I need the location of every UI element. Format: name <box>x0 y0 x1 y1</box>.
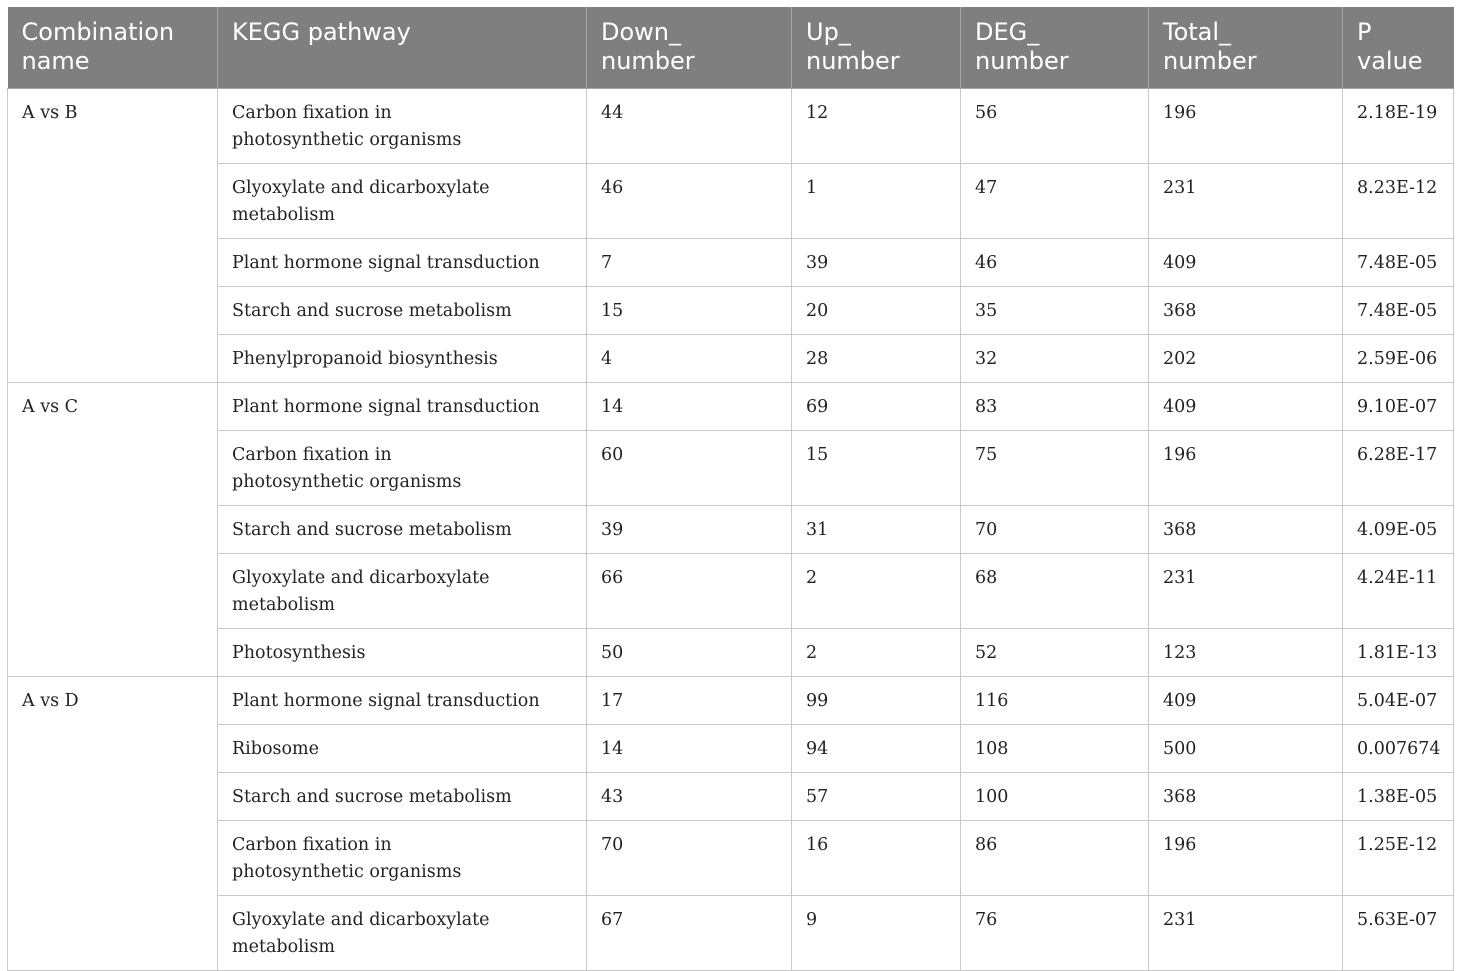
header-deg-number: DEG_ number <box>961 7 1149 89</box>
cell-deg-number: 116 <box>961 677 1149 725</box>
cell-up-number: 31 <box>792 506 961 554</box>
cell-total-number: 196 <box>1149 431 1343 506</box>
cell-p-value: 1.38E-05 <box>1343 773 1454 821</box>
cell-p-value: 4.24E-11 <box>1343 554 1454 629</box>
cell-total-number: 123 <box>1149 629 1343 677</box>
cell-total-number: 368 <box>1149 773 1343 821</box>
cell-p-value: 7.48E-05 <box>1343 239 1454 287</box>
cell-p-value: 5.63E-07 <box>1343 896 1454 971</box>
cell-kegg-pathway: Glyoxylate and dicarboxylate metabolism <box>218 164 587 239</box>
cell-down-number: 43 <box>587 773 792 821</box>
table-row <box>8 896 1454 971</box>
cell-kegg-pathway: Glyoxylate and dicarboxylate metabolism <box>218 896 587 971</box>
cell-deg-number: 76 <box>961 896 1149 971</box>
cell-up-number: 16 <box>792 821 961 896</box>
cell-deg-number: 52 <box>961 629 1149 677</box>
cell-p-value: 9.10E-07 <box>1343 383 1454 431</box>
cell-up-number: 2 <box>792 554 961 629</box>
cell-total-number: 196 <box>1149 821 1343 896</box>
header-down-number: Down_ number <box>587 7 792 89</box>
cell-combination-name: A vs C <box>8 383 218 677</box>
cell-kegg-pathway: Plant hormone signal transduction <box>218 383 587 431</box>
cell-deg-number: 47 <box>961 164 1149 239</box>
cell-p-value: 1.81E-13 <box>1343 629 1454 677</box>
table-row <box>8 554 1454 629</box>
cell-up-number: 57 <box>792 773 961 821</box>
table-row <box>8 287 1454 335</box>
cell-down-number: 4 <box>587 335 792 383</box>
cell-up-number: 1 <box>792 164 961 239</box>
table-row <box>8 335 1454 383</box>
cell-p-value: 1.25E-12 <box>1343 821 1454 896</box>
cell-kegg-pathway: Ribosome <box>218 725 587 773</box>
cell-down-number: 15 <box>587 287 792 335</box>
cell-up-number: 28 <box>792 335 961 383</box>
cell-total-number: 196 <box>1149 89 1343 164</box>
table-row <box>8 629 1454 677</box>
header-p-value: P value <box>1343 7 1454 89</box>
cell-kegg-pathway: Starch and sucrose metabolism <box>218 506 587 554</box>
cell-p-value: 5.04E-07 <box>1343 677 1454 725</box>
cell-total-number: 368 <box>1149 506 1343 554</box>
cell-up-number: 15 <box>792 431 961 506</box>
table-row <box>8 239 1454 287</box>
cell-total-number: 409 <box>1149 677 1343 725</box>
cell-down-number: 17 <box>587 677 792 725</box>
kegg-pathway-table <box>7 7 1454 971</box>
cell-down-number: 7 <box>587 239 792 287</box>
cell-deg-number: 86 <box>961 821 1149 896</box>
cell-deg-number: 46 <box>961 239 1149 287</box>
cell-kegg-pathway: Carbon fixation in photosynthetic organisms <box>218 821 587 896</box>
cell-p-value: 4.09E-05 <box>1343 506 1454 554</box>
cell-up-number: 20 <box>792 287 961 335</box>
header-kegg-pathway: KEGG pathway <box>218 7 587 89</box>
cell-total-number: 368 <box>1149 287 1343 335</box>
table-row <box>8 725 1454 773</box>
cell-total-number: 231 <box>1149 896 1343 971</box>
cell-down-number: 60 <box>587 431 792 506</box>
cell-kegg-pathway: Plant hormone signal transduction <box>218 239 587 287</box>
cell-p-value: 8.23E-12 <box>1343 164 1454 239</box>
cell-deg-number: 35 <box>961 287 1149 335</box>
cell-down-number: 46 <box>587 164 792 239</box>
cell-kegg-pathway: Carbon fixation in photosynthetic organisms <box>218 89 587 164</box>
cell-down-number: 50 <box>587 629 792 677</box>
cell-deg-number: 100 <box>961 773 1149 821</box>
cell-total-number: 231 <box>1149 164 1343 239</box>
cell-up-number: 69 <box>792 383 961 431</box>
cell-down-number: 39 <box>587 506 792 554</box>
cell-up-number: 12 <box>792 89 961 164</box>
cell-total-number: 202 <box>1149 335 1343 383</box>
cell-total-number: 409 <box>1149 383 1343 431</box>
cell-down-number: 14 <box>587 725 792 773</box>
table-row <box>8 383 1454 431</box>
table-row <box>8 506 1454 554</box>
cell-up-number: 39 <box>792 239 961 287</box>
cell-kegg-pathway: Starch and sucrose metabolism <box>218 773 587 821</box>
cell-deg-number: 83 <box>961 383 1149 431</box>
cell-kegg-pathway: Phenylpropanoid biosynthesis <box>218 335 587 383</box>
table-row <box>8 821 1454 896</box>
table-row <box>8 773 1454 821</box>
cell-up-number: 94 <box>792 725 961 773</box>
cell-deg-number: 75 <box>961 431 1149 506</box>
cell-down-number: 66 <box>587 554 792 629</box>
table-header <box>8 7 1454 89</box>
table-row <box>8 431 1454 506</box>
cell-total-number: 500 <box>1149 725 1343 773</box>
cell-deg-number: 56 <box>961 89 1149 164</box>
cell-p-value: 2.18E-19 <box>1343 89 1454 164</box>
table-row <box>8 164 1454 239</box>
cell-deg-number: 108 <box>961 725 1149 773</box>
cell-kegg-pathway: Carbon fixation in photosynthetic organisms <box>218 431 587 506</box>
cell-deg-number: 68 <box>961 554 1149 629</box>
cell-deg-number: 70 <box>961 506 1149 554</box>
cell-total-number: 231 <box>1149 554 1343 629</box>
cell-down-number: 67 <box>587 896 792 971</box>
header-up-number: Up_ number <box>792 7 961 89</box>
cell-deg-number: 32 <box>961 335 1149 383</box>
cell-kegg-pathway: Glyoxylate and dicarboxylate metabolism <box>218 554 587 629</box>
header-total-number: Total_ number <box>1149 7 1343 89</box>
cell-p-value: 7.48E-05 <box>1343 287 1454 335</box>
cell-up-number: 9 <box>792 896 961 971</box>
cell-p-value: 6.28E-17 <box>1343 431 1454 506</box>
cell-p-value: 0.007674 <box>1343 725 1454 773</box>
table-body <box>8 89 1454 971</box>
cell-p-value: 2.59E-06 <box>1343 335 1454 383</box>
cell-kegg-pathway: Plant hormone signal transduction <box>218 677 587 725</box>
cell-combination-name: A vs B <box>8 89 218 383</box>
cell-up-number: 99 <box>792 677 961 725</box>
cell-down-number: 14 <box>587 383 792 431</box>
cell-kegg-pathway: Starch and sucrose metabolism <box>218 287 587 335</box>
cell-combination-name: A vs D <box>8 677 218 971</box>
header-row <box>8 7 1454 89</box>
table-row <box>8 677 1454 725</box>
cell-down-number: 70 <box>587 821 792 896</box>
cell-up-number: 2 <box>792 629 961 677</box>
cell-kegg-pathway: Photosynthesis <box>218 629 587 677</box>
kegg-table-container <box>7 7 1453 971</box>
cell-down-number: 44 <box>587 89 792 164</box>
table-row <box>8 89 1454 164</box>
header-combination-name: Combination name <box>8 7 218 89</box>
cell-total-number: 409 <box>1149 239 1343 287</box>
